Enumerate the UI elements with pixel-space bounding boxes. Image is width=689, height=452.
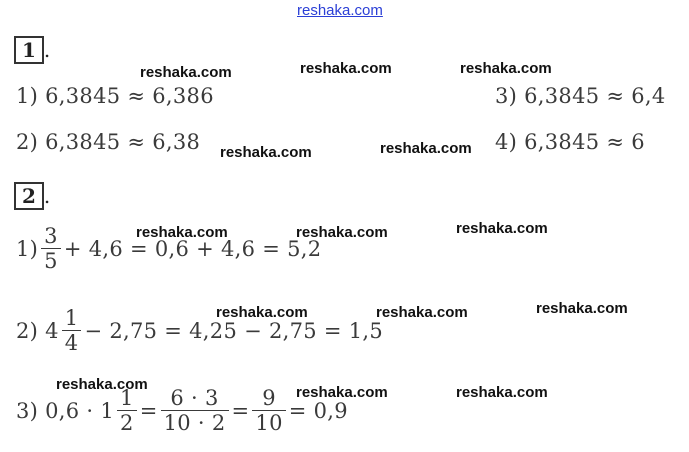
line-3-fraction-2 bbox=[161, 386, 229, 435]
line-2-frac-denominator: 4 bbox=[62, 330, 82, 355]
line-1-prefix: 1) bbox=[16, 236, 39, 261]
task-1-item-1: 1) 6,3845 ≈ 6,386 bbox=[16, 84, 214, 108]
task-1-dot: . bbox=[43, 38, 51, 62]
watermark: reshaka.com bbox=[300, 60, 392, 77]
line-3-rest: = 0,9 bbox=[288, 398, 348, 423]
line-3-frac-3-denominator: 10 bbox=[252, 410, 285, 435]
line-3-equals-1: = bbox=[139, 398, 158, 423]
line-2-fraction bbox=[62, 306, 82, 355]
task-1-item-2: 2) 6,3845 ≈ 6,38 bbox=[16, 130, 201, 154]
watermark: reshaka.com bbox=[140, 64, 232, 81]
line-1-frac-denominator: 5 bbox=[41, 248, 61, 273]
task-2-line-2 bbox=[16, 306, 383, 355]
task-1-item-3: 3) 6,3845 ≈ 6,4 bbox=[495, 84, 666, 108]
watermark: reshaka.com bbox=[380, 140, 472, 157]
watermark: reshaka.com bbox=[296, 384, 388, 401]
watermark: reshaka.com bbox=[296, 224, 388, 241]
line-3-fraction-1 bbox=[117, 386, 137, 435]
line-2-frac-numerator: 1 bbox=[64, 306, 79, 330]
task-2-dot: . bbox=[43, 184, 51, 208]
watermark: reshaka.com bbox=[376, 304, 468, 321]
task-1-heading bbox=[14, 36, 50, 64]
line-2-prefix: 2) 4 bbox=[16, 318, 59, 343]
line-3-frac-3-numerator: 9 bbox=[262, 386, 276, 410]
task-2-heading bbox=[14, 182, 50, 210]
task-1-item-4: 4) 6,3845 ≈ 6 bbox=[495, 130, 645, 154]
watermark: reshaka.com bbox=[216, 304, 308, 321]
watermark: reshaka.com bbox=[56, 376, 148, 393]
site-header-link[interactable]: reshaka.com bbox=[297, 2, 383, 19]
watermark: reshaka.com bbox=[460, 60, 552, 77]
watermark: reshaka.com bbox=[136, 224, 228, 241]
task-2-number: 2 bbox=[14, 182, 44, 210]
line-3-frac-2-numerator: 6 · 3 bbox=[170, 386, 219, 410]
watermark: reshaka.com bbox=[456, 220, 548, 237]
line-3-frac-1-numerator: 1 bbox=[120, 386, 134, 410]
line-3-equals-2: = bbox=[231, 398, 250, 423]
line-3-frac-2-denominator: 10 · 2 bbox=[161, 410, 229, 435]
line-3-frac-1-denominator: 2 bbox=[117, 410, 137, 435]
watermark: reshaka.com bbox=[456, 384, 548, 401]
task-1-number: 1 bbox=[14, 36, 44, 64]
line-1-rest: + 4,6 = 0,6 + 4,6 = 5,2 bbox=[63, 236, 322, 261]
line-1-frac-numerator: 3 bbox=[44, 224, 58, 248]
watermark: reshaka.com bbox=[220, 144, 312, 161]
line-1-fraction bbox=[41, 224, 61, 273]
watermark: reshaka.com bbox=[536, 300, 628, 317]
line-3-fraction-3 bbox=[252, 386, 285, 435]
line-2-rest: − 2,75 = 4,25 − 2,75 = 1,5 bbox=[84, 318, 384, 343]
line-3-prefix: 3) 0,6 · 1 bbox=[16, 398, 115, 423]
